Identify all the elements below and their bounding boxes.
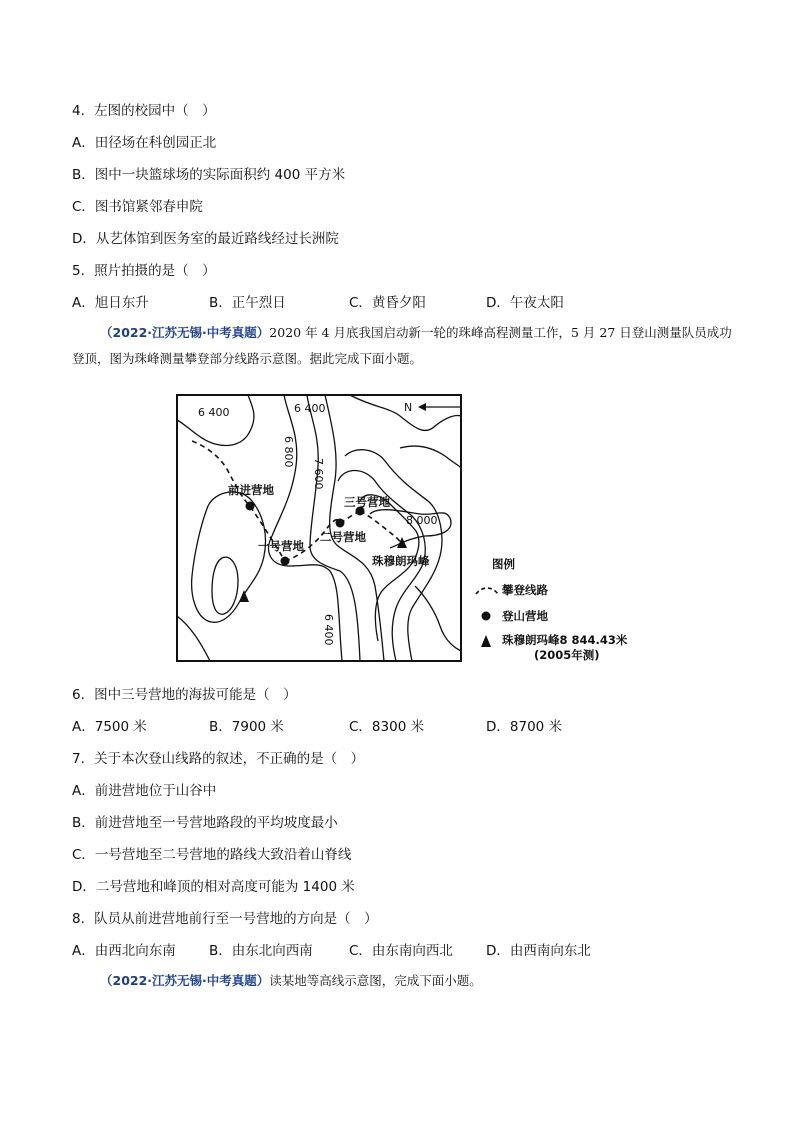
camp-forward-label: 前进营地	[228, 483, 274, 497]
camp-1-label: 一号营地	[258, 539, 304, 553]
q8-option-b: B．由东北向西南	[209, 943, 313, 959]
q8-option-a: A．由西北向东南	[72, 943, 176, 959]
q8-option-c: C．由东南向西北	[349, 943, 453, 959]
legend-camp-label: 登山营地	[502, 609, 548, 623]
camp-1-dot	[281, 557, 290, 566]
q6-option-b: B．7900 米	[209, 719, 284, 735]
intro-everest-text: 2020 年 4 月底我国启动新一轮的珠峰高程测量工作，5 月 27 日登山测量队员成功登顶，图为珠峰测量攀登部分线路示意图。据此完成下面小题。	[72, 325, 732, 366]
camp-2-dot	[336, 519, 345, 528]
secondary-peak-icon	[239, 590, 249, 602]
q4-option-d: D．从艺体馆到医务室的最近路线经过长洲院	[72, 231, 339, 247]
legend-route-label: 攀登线路	[502, 583, 548, 597]
contour-label-6800: 6 800	[282, 436, 295, 468]
q7-stem: 7．关于本次登山线路的叙述，不正确的是（ ）	[72, 751, 365, 767]
camp-2-label: 二号营地	[320, 530, 366, 544]
q4-option-c: C．图书馆紧邻春申院	[72, 199, 203, 215]
q7-option-c: C．一号营地至二号营地的路线大致沿着山脊线	[72, 847, 352, 863]
contour-label-6400-b: 6 400	[294, 402, 326, 415]
everest-route-map	[160, 386, 640, 668]
q4-option-b: B．图中一块篮球场的实际面积约 400 平方米	[72, 167, 346, 183]
legend-peak-note: (2005年测)	[534, 648, 600, 662]
q4-option-a: A．田径场在科创园正北	[72, 135, 217, 151]
q8-stem: 8．队员从前进营地前行至一号营地的方向是（ ）	[72, 911, 378, 927]
q5-stem: 5．照片拍摄的是（ ）	[72, 263, 216, 279]
contour-label-8000: 8 000	[406, 514, 438, 527]
contour-label-7600: 7 600	[312, 458, 325, 490]
q6-option-d: D．8700 米	[486, 719, 563, 735]
q7-option-b: B．前进营地至一号营地路段的平均坡度最小	[72, 815, 338, 831]
camp-3-label: 三号营地	[344, 495, 390, 509]
q8-option-d: D．由西南向东北	[486, 943, 591, 959]
intro-everest-source: （2022·江苏无锡·中考真题）	[100, 325, 270, 340]
intro-contour-text: 读某地等高线示意图，完成下面小题。	[269, 973, 482, 988]
north-arrow-icon	[418, 403, 426, 411]
camp-forward-dot	[246, 502, 255, 511]
q5-option-a: A．旭日东升	[72, 295, 149, 311]
legend-peak-label: 珠穆朗玛峰8 844.43米	[502, 633, 628, 647]
q4-stem: 4．左图的校园中（ ）	[72, 103, 216, 119]
peak-label: 珠穆朗玛峰	[372, 554, 430, 568]
q7-option-a: A．前进营地位于山谷中	[72, 783, 217, 799]
q6-option-a: A．7500 米	[72, 719, 147, 735]
q6-option-c: C．8300 米	[349, 719, 425, 735]
intro-everest	[72, 320, 732, 372]
q5-option-d: D．午夜太阳	[486, 295, 564, 311]
contour-label-6400-a: 6 400	[198, 406, 230, 419]
q7-option-d: D．二号营地和峰顶的相对高度可能为 1400 米	[72, 879, 355, 895]
legend-camp-icon	[482, 612, 491, 621]
legend-title: 图例	[492, 557, 515, 571]
legend-route-icon	[476, 588, 498, 594]
q5-option-c: C．黄昏夕阳	[349, 295, 426, 311]
contour-label-6400-c: 6 400	[322, 614, 335, 646]
intro-contour-source: （2022·江苏无锡·中考真题）	[100, 973, 270, 988]
legend-peak-icon	[481, 635, 491, 647]
q5-option-b: B．正午烈日	[209, 295, 286, 311]
intro-contour	[72, 968, 732, 994]
north-label: N	[404, 401, 413, 414]
q6-stem: 6．图中三号营地的海拔可能是（ ）	[72, 687, 297, 703]
